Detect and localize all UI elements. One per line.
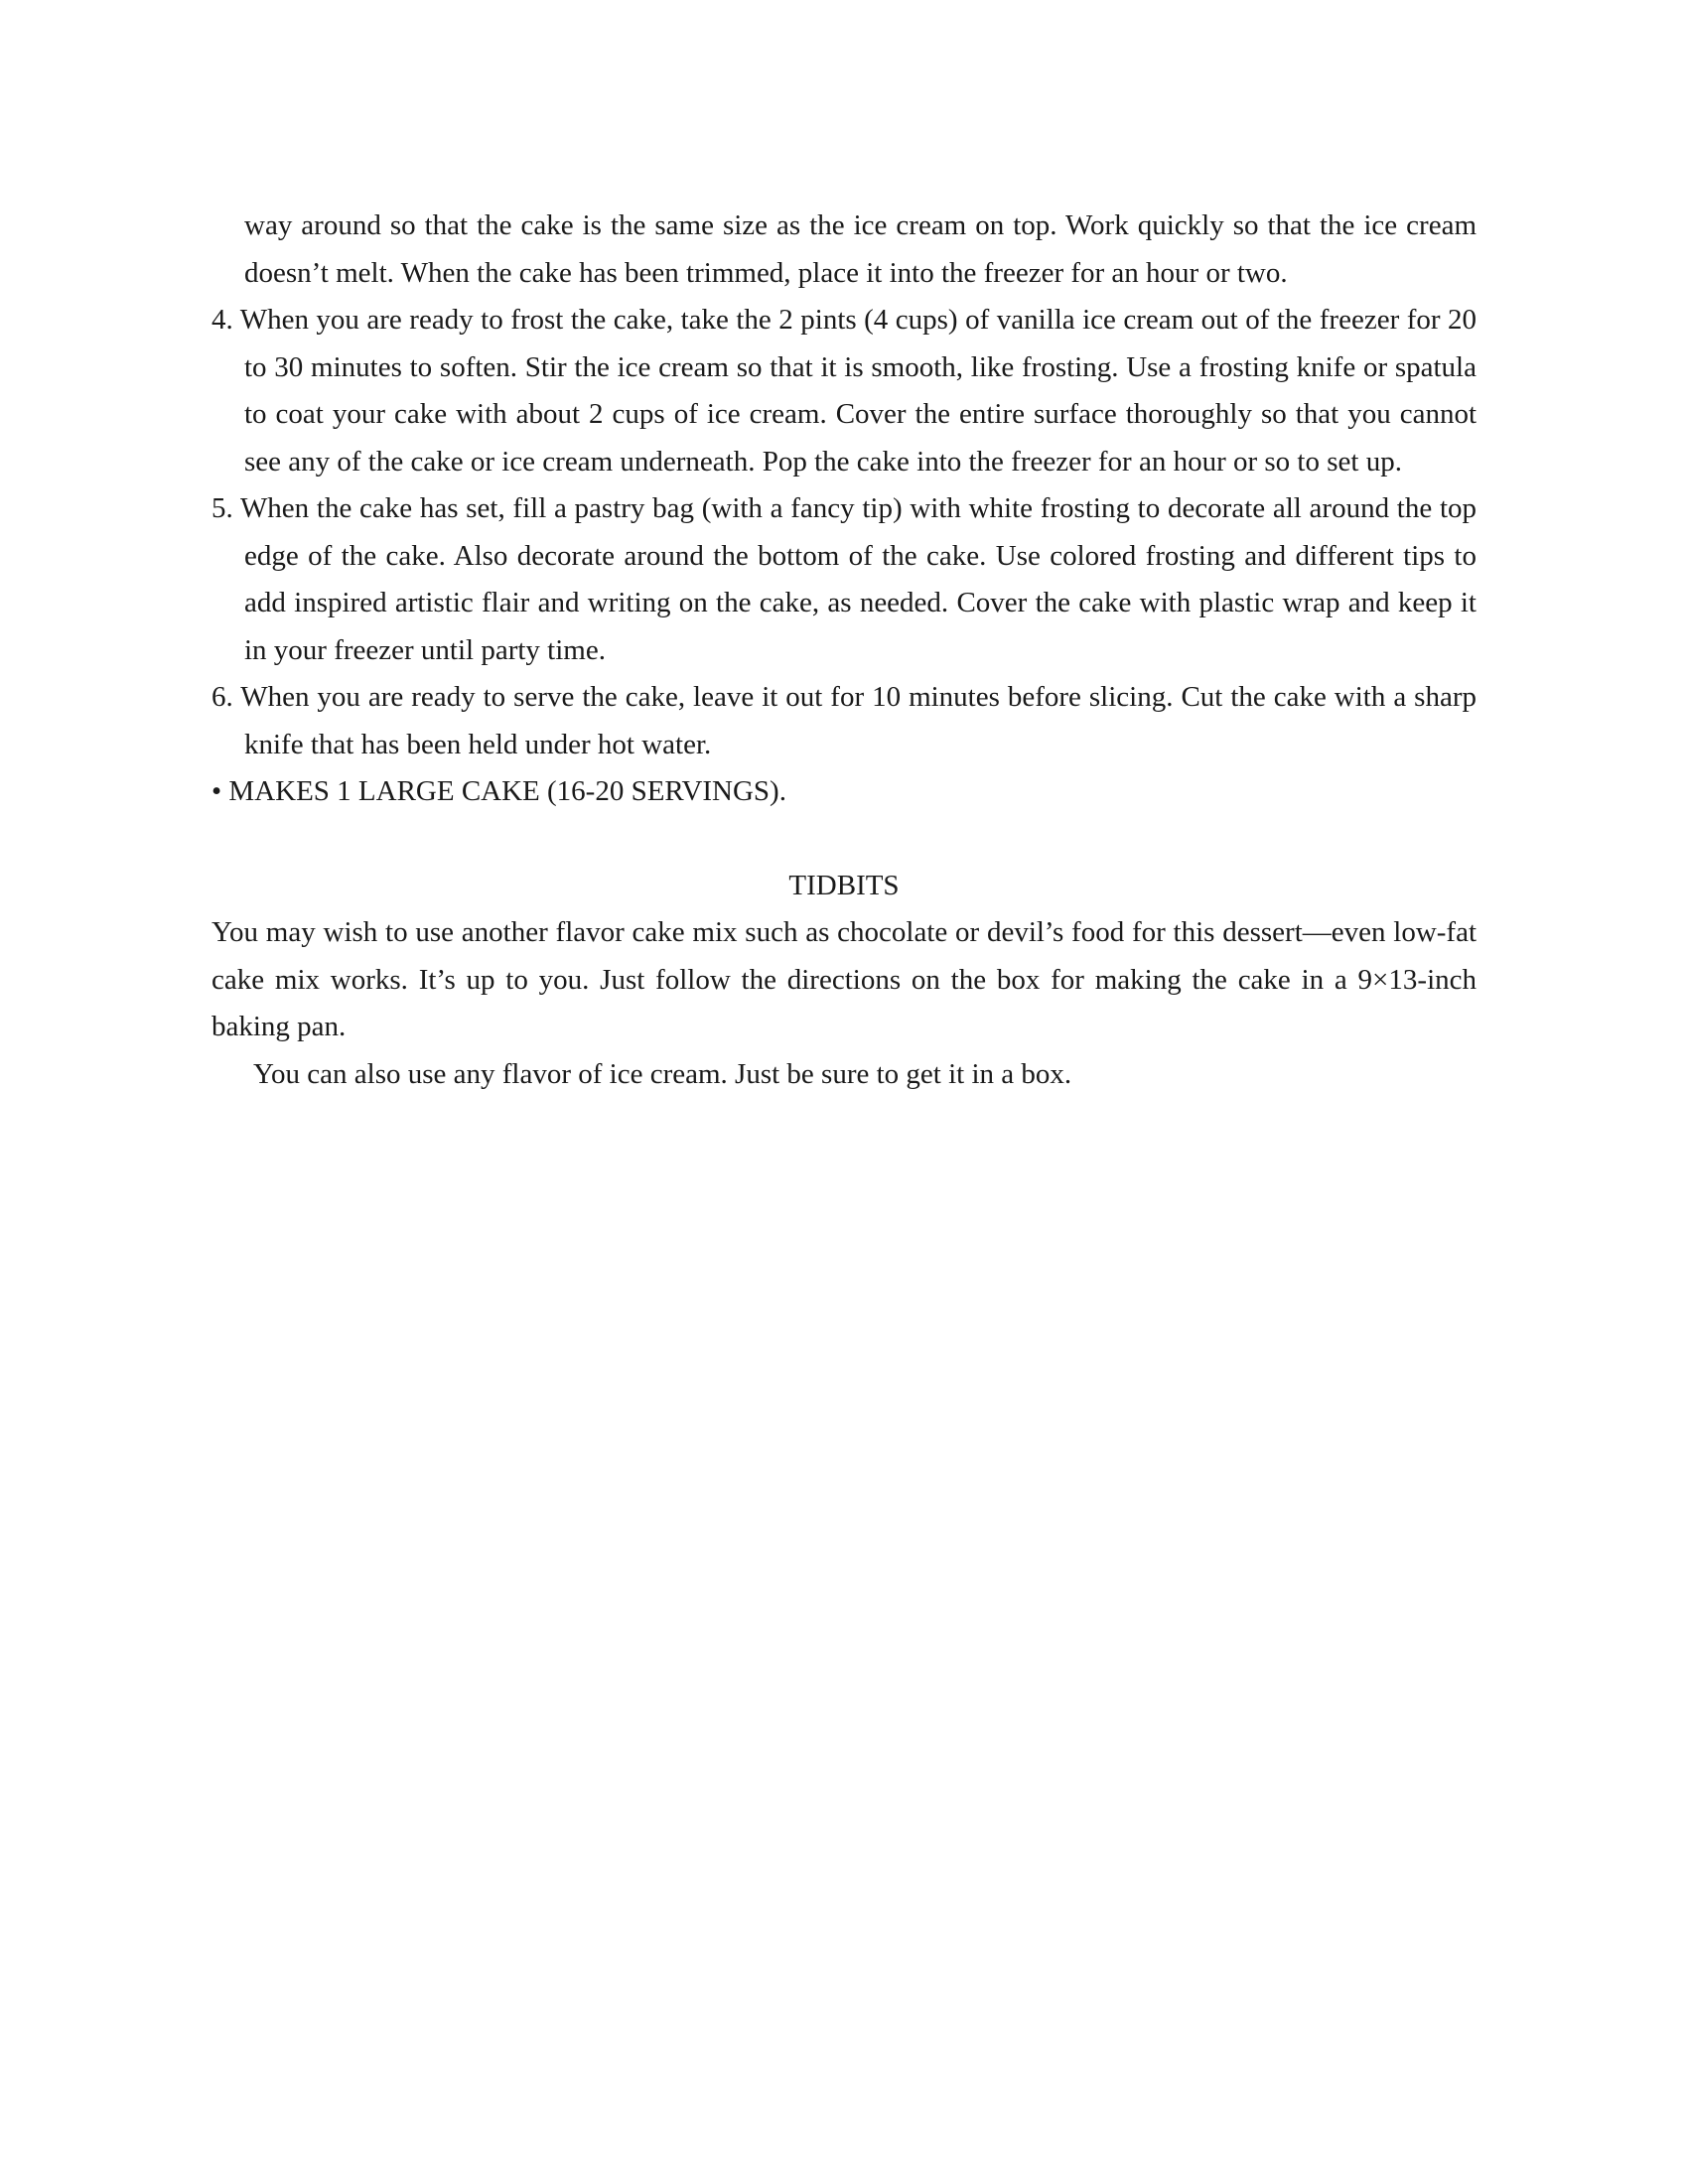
document-page (211, 203, 1477, 1098)
recipe-yield: • MAKES 1 LARGE CAKE (16-20 SERVINGS). (211, 775, 786, 807)
step-3-continuation: way around so that the cake is the same size as the ice cream on top. Work quickly so that the ice cream doesn’t melt. When the cake has been trimmed, place it into the freezer for an hour or two. (244, 209, 1477, 289)
step-4: 4. When you are ready to frost the cake, take the 2 pints (4 cups) of vanilla ice cream out of the freezer for 20 to 30 minutes to soften. Stir the ice cream so that it is smooth, like frosting. Use a frosting knife or spatula to coat your cake with about 2 cups of ice cream. Cover the entire surface thoroughly so that you cannot see any of the cake or ice cream underneath. Pop the cake into the freezer for an hour or so to set up. (211, 304, 1477, 478)
step-6: 6. When you are ready to serve the cake, leave it out for 10 minutes before slicing. Cut the cake with a sharp knife that has been held under hot water. (211, 681, 1477, 760)
step-5: 5. When the cake has set, fill a pastry bag (with a fancy tip) with white frosting to decorate all around the top edge of the cake. Also decorate around the bottom of the cake. Use colored frosting and different tips to add inspired artistic flair and writing on the cake, as needed. Cover the cake with plastic wrap and keep it in your freezer until party time. (211, 492, 1477, 666)
tidbits-paragraph: You may wish to use another flavor cake mix such as chocolate or devil’s food for this dessert—even low-fat cake mix works. It’s up to you. Just follow the directions on the box for making the cake in a 9×13-inch baking pan. (211, 916, 1477, 1042)
tidbits-paragraph: You can also use any flavor of ice cream. Just be sure to get it in a box. (253, 1057, 1072, 1090)
tidbits-heading: TIDBITS (788, 869, 900, 901)
